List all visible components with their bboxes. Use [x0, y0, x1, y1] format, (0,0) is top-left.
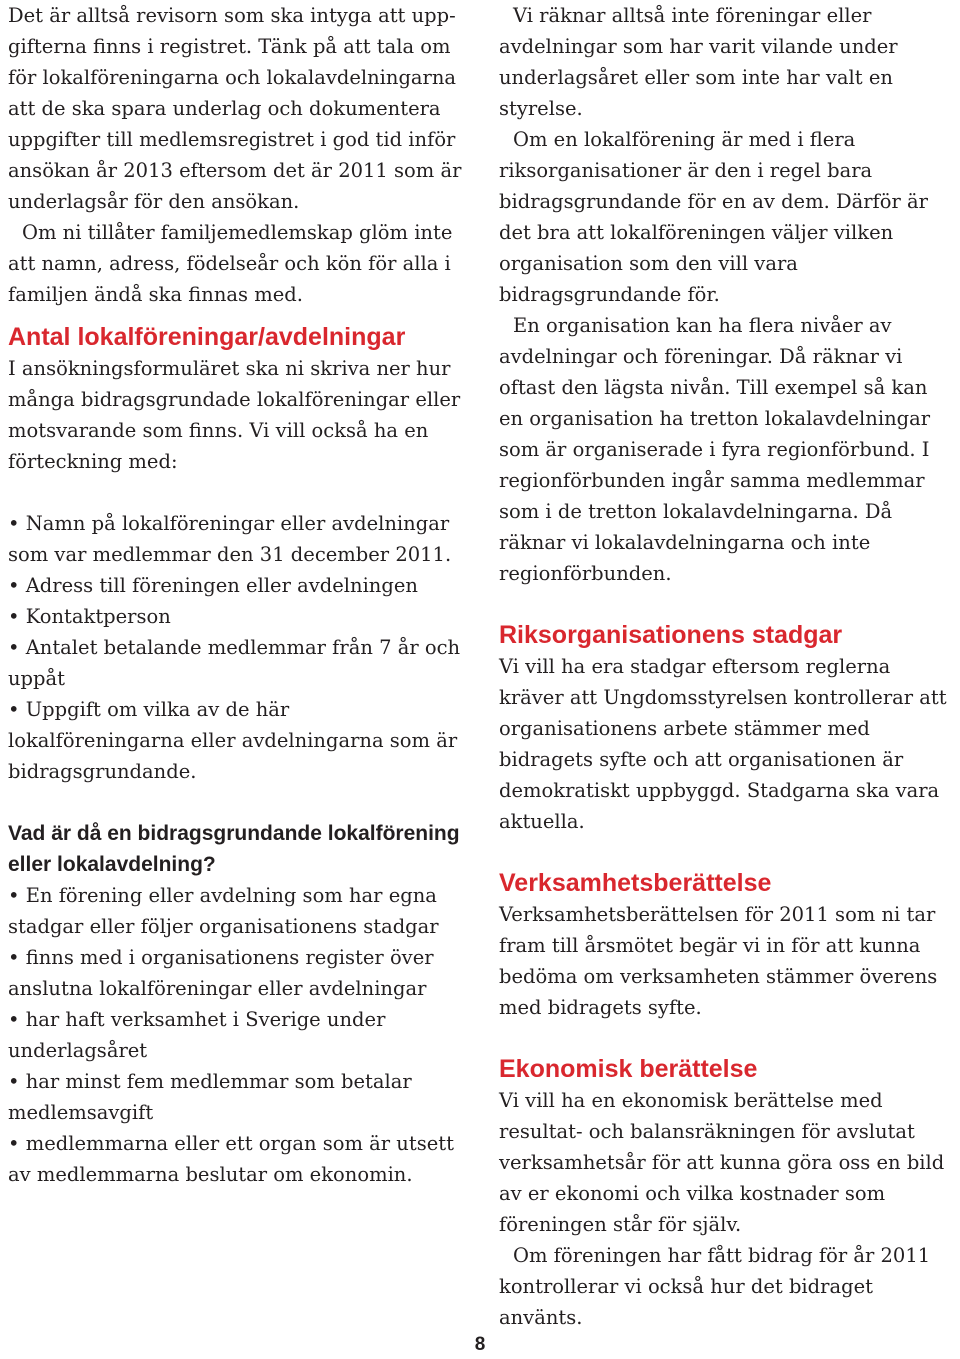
list-item: • har haft verksamhet i Sverige under underlagsåret: [8, 1004, 470, 1066]
heading-verksamhetsberattelse: Verksamhetsberättelse: [499, 869, 772, 897]
paragraph-nivaer: En organisation kan ha flera nivåer av avdelningar och föreningar. Då räknar vi oftast den lägsta nivån. Till exempel så kan en organisation ha tretton lokalavdelningar som är organiserade i fyra regionförbund. I regionförbunden ingår samma medlemmar som i de tretton lokalavdelningarna. Då räknar vi lokalavdelningarna och inte regionförbunden.: [499, 314, 931, 585]
list-item: • finns med i organisationens register över anslutna lokalföreningar eller avdelningar: [8, 942, 470, 1004]
page-number: 8: [474, 1334, 486, 1355]
list-item: • Kontaktperson: [8, 601, 470, 632]
list-item: • Antalet betalande medlemmar från 7 år och uppåt: [8, 632, 470, 694]
paragraph-bidrag-2011: Om föreningen har fått bidrag för år 2011 kontrollerar vi också hur det bidraget använts.: [499, 1244, 931, 1329]
list-item: • Adress till föreningen eller avdelningen: [8, 570, 470, 601]
heading-antal-lokalforeningar: Antal lokalföreningar/avdelningar: [8, 323, 406, 351]
list-item: • En förening eller avdelning som har egna stadgar eller följer organisationens stadgar: [8, 880, 470, 942]
paragraph-revisor: Det är alltså revisorn som ska intyga att upp-gifterna finns i registret. Tänk på att tala om för lokalföreningarna och lokalavdelningarna att de ska spara underlag och dokumentera uppgifter till medlemsregistret i god tid inför ansökan år 2013 eftersom det är 2011 som är underlagsår för den ansökan.: [8, 4, 462, 213]
spacer: [8, 787, 470, 818]
list-item: • har minst fem medlemmar som betalar medlemsavgift: [8, 1066, 470, 1128]
spacer: [499, 837, 954, 868]
spacer: [499, 589, 954, 620]
list-forteckning: [8, 508, 470, 787]
heading-vad-ar-bidragsgrundande: Vad är då en bidragsgrundande lokalförening eller lokalavdelning?: [8, 822, 460, 876]
list-item: • medlemmarna eller ett organ som är utsett av medlemmarna beslutar om ekonomin.: [8, 1128, 470, 1190]
heading-ekonomisk-berattelse: Ekonomisk berättelse: [499, 1055, 758, 1083]
heading-riksorganisationens-stadgar: Riksorganisationens stadgar: [499, 621, 843, 649]
left-column: [8, 0, 470, 1190]
paragraph-stadgar: Vi vill ha era stadgar eftersom reglerna kräver att Ungdomsstyrelsen kontrollerar att organisationens arbete stämmer med bidragets syfte och att organisationen är demokratiskt uppbyggd. Stadgarna ska vara aktuella.: [499, 655, 947, 833]
right-column: [499, 0, 954, 1333]
paragraph-familjemedlemskap: Om ni tillåter familjemedlemskap glöm inte att namn, adress, födelseår och kön för alla i familjen ändå ska finnas med.: [8, 221, 453, 306]
spacer: [499, 1023, 954, 1054]
spacer: [8, 310, 470, 322]
spacer: [8, 477, 470, 508]
paragraph-ansokningsformular: I ansökningsformuläret ska ni skriva ner hur många bidragsgrundade lokalföreningar eller motsvarande som finns. Vi vill också ha en förteckning med:: [8, 357, 461, 473]
paragraph-flera-riksorganisationer: Om en lokalförening är med i flera riksorganisationer är den i regel bara bidragsgrundande för en av dem. Därför är det bra att lokalföreningen väljer vilken organisation som den vill vara bidragsgrundande för.: [499, 128, 928, 306]
paragraph-ekonomisk-berattelse: Vi vill ha en ekonomisk berättelse med resultat- och balansräkningen för avslutat verksamhetsår för att kunna göra oss en bild av er ekonomi och vilka kostnader som föreningen står för själv.: [499, 1089, 945, 1236]
list-item: • Namn på lokalföreningar eller avdelningar som var medlemmar den 31 december 2011.: [8, 508, 470, 570]
list-kriterier: [8, 880, 470, 1190]
paragraph-verksamhetsberattelse: Verksamhetsberättelsen för 2011 som ni tar fram till årsmötet begär vi in för att kunna bedöma om verksamheten stämmer överens med bidragets syfte.: [499, 903, 938, 1019]
paragraph-vilande: Vi räknar alltså inte föreningar eller avdelningar som har varit vilande under underlagsåret eller som inte har valt en styrelse.: [499, 4, 898, 120]
list-item: • Uppgift om vilka av de här lokalföreningarna eller avdelningarna som är bidragsgrundande.: [8, 694, 470, 787]
